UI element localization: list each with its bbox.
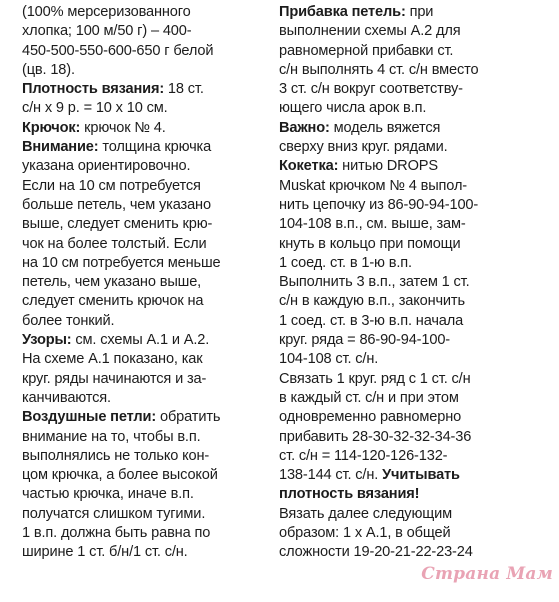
text-segment: с/н х 9 р. = 10 х 10 см.: [22, 100, 168, 117]
text-segment: 450-500-550-600-650 г белой: [22, 42, 214, 59]
text-segment: частью крючка, иначе в.п.: [22, 486, 194, 503]
text-segment: выше, следует сменить крю-: [22, 216, 213, 233]
text-line: [22, 119, 272, 138]
text-segment: равномерной прибавки ст.: [279, 42, 454, 59]
text-segment: хлопка; 100 м/50 г) – 400-: [22, 23, 192, 40]
bold-heading-segment: Внимание:: [22, 139, 99, 156]
text-line: [279, 157, 541, 176]
text-line: [279, 350, 541, 369]
text-line: [279, 428, 541, 447]
text-segment: ющего числа арок в.п.: [279, 100, 427, 117]
text-line: [22, 42, 272, 61]
text-line: [279, 485, 541, 504]
text-segment: сложности 19-20-21-22-23-24: [279, 544, 473, 561]
text-segment: сверху вниз круг. рядами.: [279, 139, 448, 156]
text-line: [279, 254, 541, 273]
text-line: [279, 292, 541, 311]
text-line: [22, 408, 272, 427]
text-line: [279, 196, 541, 215]
text-segment: выполнении схемы А.2 для: [279, 23, 461, 40]
text-segment: в каждый ст. с/н и при этом: [279, 389, 459, 406]
text-segment: нитью DROPS: [338, 158, 438, 175]
text-line: [279, 447, 541, 466]
bold-heading-segment: плотность вязания!: [279, 486, 420, 503]
text-segment: На схеме А.1 показано, как: [22, 351, 203, 368]
text-segment: при: [405, 4, 434, 20]
text-segment: (цв. 18).: [22, 61, 75, 78]
text-segment: см. схемы А.1 и А.2.: [71, 332, 210, 349]
text-line: [22, 3, 272, 22]
text-segment: круг. ряды начинаются и за-: [22, 370, 207, 387]
text-line: [22, 22, 272, 41]
text-segment: круг. ряда = 86-90-94-100-: [279, 332, 450, 349]
text-segment: прибавить 28-30-32-32-34-36: [279, 428, 472, 445]
text-segment: Вязать далее следующим: [279, 505, 452, 522]
text-segment: чок на более толстый. Если: [22, 235, 207, 252]
text-line: [279, 138, 541, 157]
bold-heading-segment: Плотность вязания:: [22, 81, 165, 98]
text-segment: нить цепочку из 86-90-94-100-: [279, 196, 479, 213]
text-line: [22, 196, 272, 215]
text-line: [22, 312, 272, 331]
text-line: [279, 61, 541, 80]
text-line: [279, 177, 541, 196]
text-segment: 104-108 в.п., см. выше, зам-: [279, 216, 466, 233]
text-segment: указана ориентировочно.: [22, 158, 191, 175]
text-segment: с/н выполнять 4 ст. с/н вместо: [279, 61, 479, 78]
text-line: [22, 254, 272, 273]
text-segment: 138-144 ст. с/н.: [279, 467, 383, 484]
text-segment: Выполнить 3 в.п., затем 1 ст.: [279, 274, 470, 291]
text-line: [22, 215, 272, 234]
text-line: [279, 215, 541, 234]
text-line: [279, 42, 541, 61]
text-line: [22, 331, 272, 350]
text-line: [279, 505, 541, 524]
text-line: [22, 80, 272, 99]
text-line: [22, 505, 272, 524]
text-line: [22, 543, 272, 562]
text-segment: крючок № 4.: [80, 119, 166, 136]
text-line: [279, 235, 541, 254]
text-segment: 1 соед. ст. в 1-ю в.п.: [279, 254, 412, 271]
text-line: [22, 292, 272, 311]
text-segment: 104-108 ст. с/н.: [279, 351, 379, 368]
bold-heading-segment: Кокетка:: [279, 158, 339, 175]
text-line: [22, 389, 272, 408]
text-line: [22, 235, 272, 254]
text-segment: Muskat крючком № 4 выпол-: [279, 177, 468, 194]
text-segment: внимание на то, чтобы в.п.: [22, 428, 201, 445]
text-segment: ширине 1 ст. б/н/1 ст. с/н.: [22, 544, 188, 561]
text-line: [22, 61, 272, 80]
text-segment: толщина крючка: [98, 139, 212, 156]
text-segment: выполнялись не только кон-: [22, 447, 210, 464]
text-segment: обратить: [156, 409, 221, 426]
text-line: [22, 350, 272, 369]
watermark-logo: Страна Мам: [421, 564, 553, 584]
text-line: [22, 466, 272, 485]
text-segment: одновременно равномерно: [279, 409, 462, 426]
text-line: [22, 138, 272, 157]
bold-heading-segment: Крючок:: [22, 119, 81, 136]
text-segment: 1 соед. ст. в 3-ю в.п. начала: [279, 312, 464, 329]
text-line: [279, 408, 541, 427]
text-segment: петель, чем указано выше,: [22, 274, 202, 291]
text-segment: 3 ст. с/н вокруг соответству-: [279, 81, 463, 98]
bold-heading-segment: Важно:: [279, 119, 330, 136]
text-line: [22, 524, 272, 543]
text-segment: 1 в.п. должна быть равна по: [22, 525, 211, 542]
text-line: [279, 331, 541, 350]
text-line: [279, 273, 541, 292]
text-segment: больше петель, чем указано: [22, 196, 211, 213]
bold-heading-segment: Узоры:: [22, 332, 72, 349]
text-segment: канчиваются.: [22, 389, 111, 406]
text-line: [22, 485, 272, 504]
text-segment: модель вяжется: [329, 119, 441, 136]
text-line: [279, 80, 541, 99]
text-line: [22, 177, 272, 196]
text-line: [279, 543, 541, 562]
text-line: [279, 99, 541, 118]
text-segment: кнуть в кольцо при помощи: [279, 235, 461, 252]
left-text-column: [22, 3, 272, 563]
right-text-column: [279, 3, 541, 563]
text-line: [279, 389, 541, 408]
text-line: [279, 312, 541, 331]
text-segment: на 10 см потребуется меньше: [22, 254, 221, 271]
text-line: [279, 22, 541, 41]
text-line: [279, 3, 541, 22]
text-segment: с/н в каждую в.п., закончить: [279, 293, 465, 310]
text-line: [22, 447, 272, 466]
bold-heading-segment: Прибавка петель:: [279, 4, 406, 20]
text-segment: Если на 10 см потребуется: [22, 177, 201, 194]
text-line: [279, 370, 541, 389]
text-segment: ст. с/н = 114-120-126-132-: [279, 447, 448, 464]
text-line: [22, 428, 272, 447]
text-segment: (100% мерсеризованного: [22, 4, 191, 20]
text-line: [22, 157, 272, 176]
text-segment: образом: 1 х А.1, в общей: [279, 525, 451, 542]
text-segment: 18 ст.: [164, 81, 204, 98]
text-line: [279, 119, 541, 138]
text-segment: более тонкий.: [22, 312, 115, 329]
bold-heading-segment: Учитывать: [382, 467, 460, 484]
text-line: [22, 370, 272, 389]
text-line: [279, 524, 541, 543]
text-line: [22, 99, 272, 118]
text-line: [279, 466, 541, 485]
text-line: [22, 273, 272, 292]
text-segment: следует сменить крючок на: [22, 293, 204, 310]
text-segment: Связать 1 круг. ряд с 1 ст. с/н: [279, 370, 471, 387]
text-segment: цом крючка, а более высокой: [22, 467, 218, 484]
text-segment: получатся слишком тугими.: [22, 505, 206, 522]
bold-heading-segment: Воздушные петли:: [22, 409, 157, 426]
